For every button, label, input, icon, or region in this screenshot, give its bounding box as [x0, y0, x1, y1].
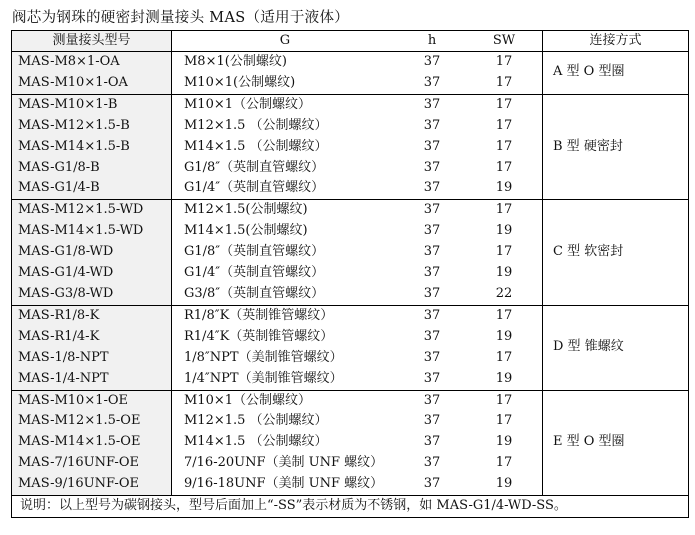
- table-row: [12, 200, 689, 221]
- sw-cell: 19: [495, 370, 513, 386]
- spec-table: [11, 30, 689, 518]
- model-cell: MAS-M14×1.5-WD: [12, 221, 172, 242]
- model-cell: MAS-M14×1.5-OE: [12, 432, 172, 453]
- sw-cell: 17: [495, 138, 513, 154]
- h-cell: 37: [423, 117, 441, 133]
- h-cell: 37: [398, 390, 466, 411]
- thread-cell: M14×1.5 （公制螺纹）: [184, 138, 328, 154]
- connection-type-cell: B 型 硬密封: [543, 94, 689, 200]
- connection-type-cell: C 型 软密封: [543, 200, 689, 306]
- thread-cell: M8×1(公制螺纹): [172, 52, 399, 73]
- header-g: G: [172, 31, 399, 52]
- thread-cell: M12×1.5(公制螺纹): [172, 200, 399, 221]
- model-cell: MAS-G1/8-B: [12, 158, 172, 179]
- sw-cell: 19: [495, 223, 513, 239]
- h-cell: 37: [423, 285, 441, 301]
- model-cell: MAS-M12×1.5-WD: [12, 200, 172, 221]
- thread-cell: 1/4″NPT（美制锥管螺纹）: [184, 370, 343, 386]
- table-row: [12, 390, 689, 411]
- document-title: 阀芯为钢珠的硬密封测量接头 MAS（适用于液体）: [12, 10, 350, 26]
- sw-cell: 22: [495, 285, 513, 301]
- model-cell: MAS-M10×1-OA: [12, 73, 172, 94]
- sw-cell: 17: [466, 200, 543, 221]
- sw-cell: 19: [495, 434, 513, 450]
- h-cell: 37: [423, 370, 441, 386]
- h-cell: 37: [423, 328, 441, 344]
- h-cell: 37: [423, 159, 441, 175]
- footnote: 说明：以上型号为碳钢接头，型号后面加上“-SS”表示材质为不锈钢，如 MAS-G1/4-WD-SS。: [12, 496, 689, 518]
- sw-cell: 17: [495, 455, 513, 471]
- h-cell: 37: [423, 476, 441, 492]
- connection-type-cell: A 型 O 型圈: [543, 52, 689, 95]
- h-cell: 37: [423, 223, 441, 239]
- model-cell: MAS-G1/4-B: [12, 178, 172, 199]
- connection-type-cell: D 型 锥螺纹: [543, 305, 689, 390]
- sw-cell: 19: [495, 265, 513, 281]
- header-h: h: [398, 31, 466, 52]
- model-cell: MAS-G1/8-WD: [12, 242, 172, 263]
- thread-cell: M10×1（公制螺纹）: [172, 390, 399, 411]
- thread-cell: G3/8″（英制直管螺纹）: [184, 285, 325, 301]
- thread-cell: R1/8″K（英制锥管螺纹）: [172, 305, 399, 326]
- header-model: 测量接头型号: [12, 31, 172, 52]
- h-cell: 37: [423, 74, 441, 90]
- model-cell: MAS-1/8-NPT: [12, 348, 172, 369]
- header-sw: SW: [466, 31, 543, 52]
- model-cell: MAS-M8×1-OA: [12, 52, 172, 73]
- model-cell: MAS-R1/4-K: [12, 327, 172, 348]
- spec-body: [12, 52, 689, 496]
- table-row: [12, 94, 689, 115]
- sw-cell: 17: [466, 52, 543, 73]
- sw-cell: 17: [495, 349, 513, 365]
- thread-cell: R1/4″K（英制锥管螺纹）: [184, 328, 334, 344]
- h-cell: 37: [423, 244, 441, 260]
- thread-cell: M14×1.5 （公制螺纹）: [184, 434, 328, 450]
- sw-cell: 17: [495, 74, 513, 90]
- sw-cell: 17: [495, 413, 513, 429]
- sw-cell: 17: [495, 244, 513, 260]
- sw-cell: 19: [495, 476, 513, 492]
- model-cell: MAS-1/4-NPT: [12, 369, 172, 390]
- model-cell: MAS-M10×1-B: [12, 94, 172, 115]
- thread-cell: G1/8″（英制直管螺纹）: [184, 244, 325, 260]
- h-cell: 37: [423, 455, 441, 471]
- sw-cell: 17: [495, 159, 513, 175]
- h-cell: 37: [423, 349, 441, 365]
- sw-cell: 17: [495, 117, 513, 133]
- model-cell: MAS-G1/4-WD: [12, 263, 172, 284]
- header-connection: 连接方式: [543, 31, 689, 52]
- sw-cell: 19: [495, 180, 513, 196]
- thread-cell: M12×1.5 （公制螺纹）: [184, 413, 328, 429]
- model-cell: MAS-M14×1.5-B: [12, 137, 172, 158]
- h-cell: 37: [398, 94, 466, 115]
- h-cell: 37: [423, 434, 441, 450]
- h-cell: 37: [423, 180, 441, 196]
- sw-cell: 17: [466, 94, 543, 115]
- h-cell: 37: [398, 305, 466, 326]
- h-cell: 37: [423, 138, 441, 154]
- thread-cell: G1/4″（英制直管螺纹）: [184, 180, 325, 196]
- h-cell: 37: [423, 265, 441, 281]
- thread-cell: 1/8″NPT（美制锥管螺纹）: [184, 349, 343, 365]
- model-cell: MAS-G3/8-WD: [12, 284, 172, 305]
- h-cell: 37: [423, 413, 441, 429]
- connection-type-cell: E 型 O 型圈: [543, 390, 689, 496]
- h-cell: 37: [398, 200, 466, 221]
- thread-cell: M10×1(公制螺纹): [184, 74, 296, 90]
- thread-cell: M12×1.5 （公制螺纹）: [184, 117, 328, 133]
- table-row: [12, 305, 689, 326]
- table-row: [12, 52, 689, 73]
- model-cell: MAS-9/16UNF-OE: [12, 474, 172, 495]
- note-row: [12, 496, 689, 518]
- header-row: [12, 31, 689, 52]
- thread-cell: 9/16-18UNF（美制 UNF 螺纹）: [184, 476, 384, 492]
- model-cell: MAS-M12×1.5-B: [12, 116, 172, 137]
- thread-cell: M14×1.5(公制螺纹): [184, 223, 308, 239]
- h-cell: 37: [398, 52, 466, 73]
- model-cell: MAS-M10×1-OE: [12, 390, 172, 411]
- sw-cell: 19: [495, 328, 513, 344]
- thread-cell: G1/4″（英制直管螺纹）: [184, 265, 325, 281]
- thread-cell: 7/16-20UNF（美制 UNF 螺纹）: [184, 455, 384, 471]
- thread-cell: M10×1（公制螺纹）: [172, 94, 399, 115]
- sw-cell: 17: [466, 390, 543, 411]
- model-cell: MAS-M12×1.5-OE: [12, 411, 172, 432]
- model-cell: MAS-7/16UNF-OE: [12, 453, 172, 474]
- sw-cell: 17: [466, 305, 543, 326]
- thread-cell: G1/8″（英制直管螺纹）: [184, 159, 325, 175]
- model-cell: MAS-R1/8-K: [12, 305, 172, 326]
